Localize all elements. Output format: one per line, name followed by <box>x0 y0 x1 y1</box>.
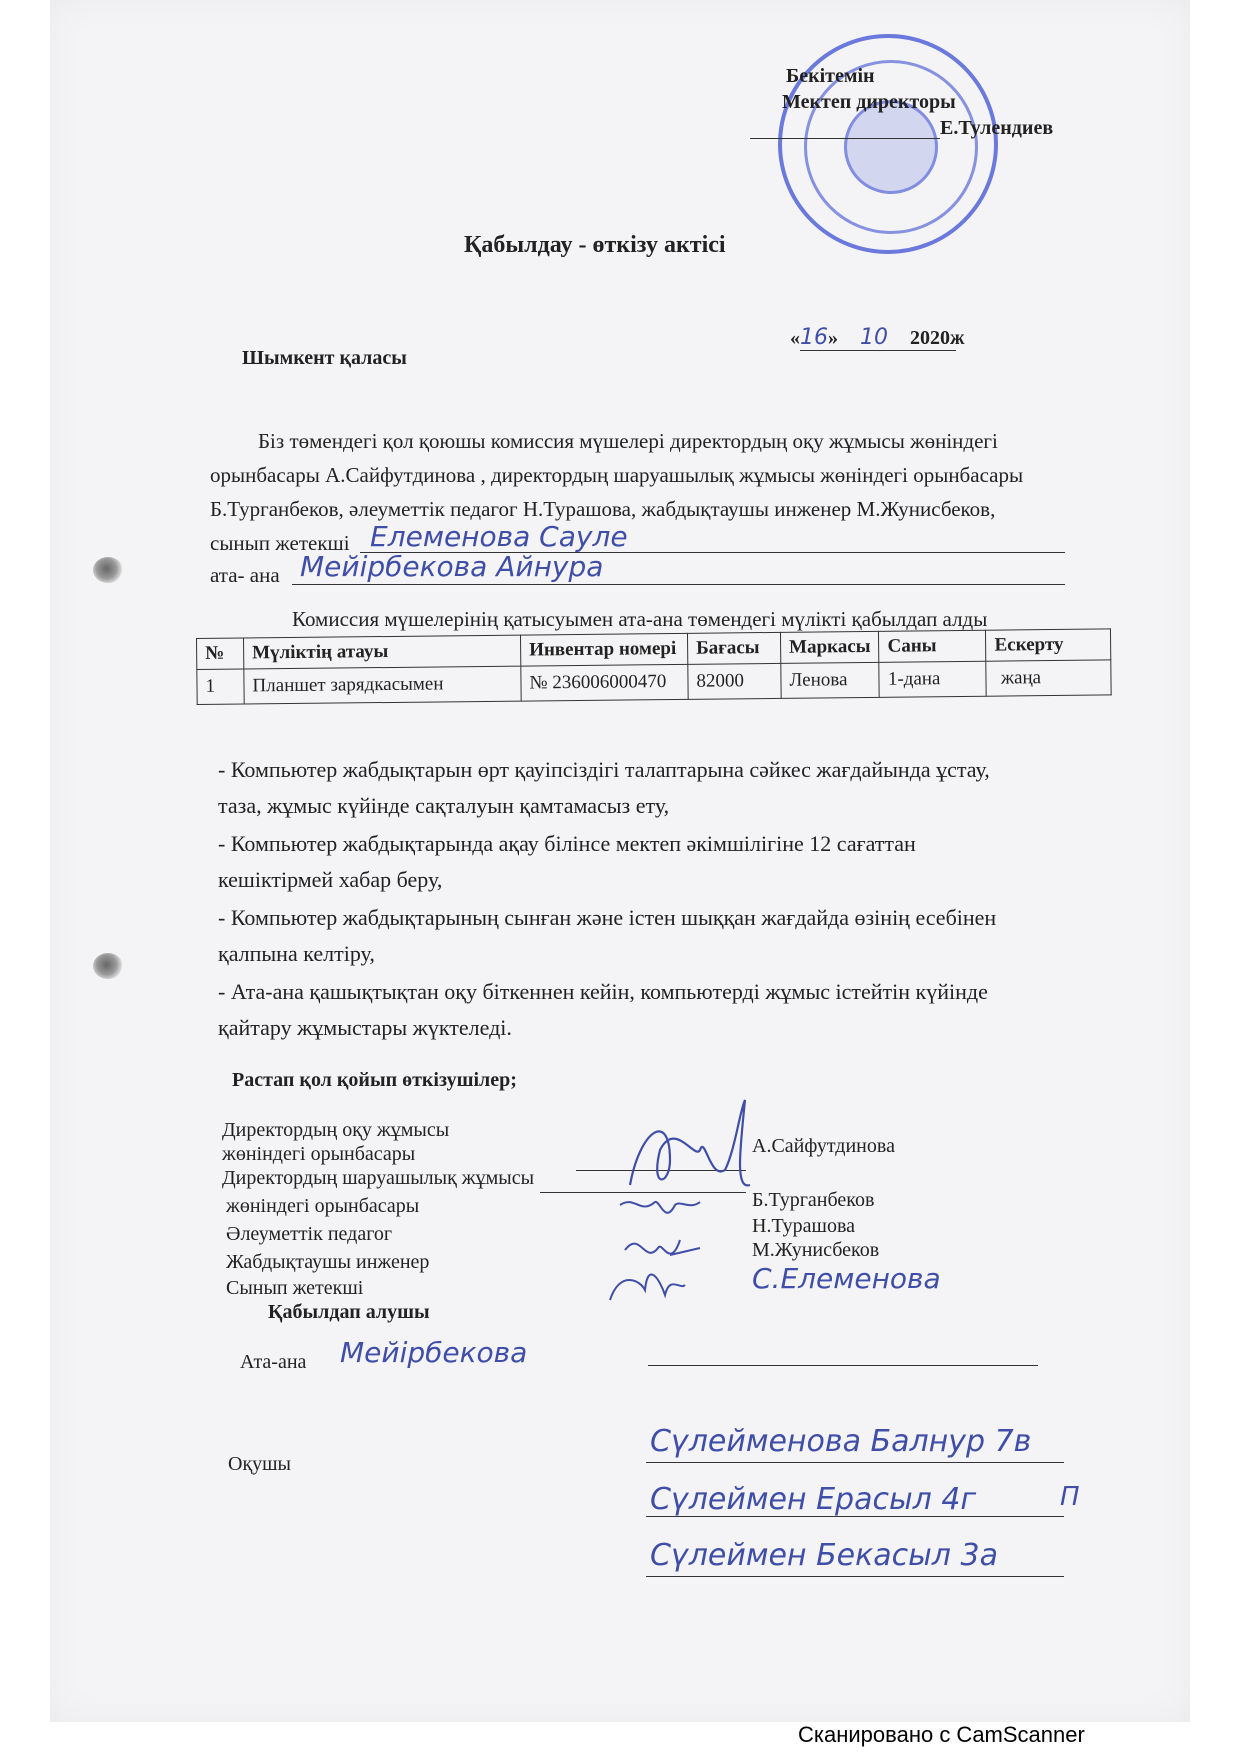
cell-number: 1 <box>197 669 244 704</box>
duty-line: таза, жұмыс күйінде сақталуын қамтамасыз ету, <box>218 793 670 818</box>
signer-name: Н.Турашова <box>752 1215 855 1237</box>
punch-hole <box>93 557 123 583</box>
parent-line <box>292 584 1065 585</box>
duty-line: - Ата-ана қашықтықтан оқу біткеннен кейін, компьютерді жұмыс істейтін күйінде <box>218 979 988 1004</box>
student-line <box>646 1576 1064 1577</box>
receiver-parent-line <box>648 1365 1038 1366</box>
approval-signature-line <box>750 138 940 139</box>
student-name: Сүлейменова Балнур 7в <box>650 1424 1032 1459</box>
date-underline <box>800 350 956 351</box>
col-inventory-number: Инвентар номері <box>520 633 687 666</box>
student-line <box>646 1516 1064 1517</box>
duty-line: - Компьютер жабдықтарында ақау білінсе мектеп әкімшілігіне 12 сағаттан <box>218 831 916 856</box>
signer-name: Б.Турганбеков <box>752 1189 875 1211</box>
cell-item-name: Планшет зарядкасымен <box>244 666 521 704</box>
date-month: 10 <box>860 325 888 350</box>
duty-line: - Компьютер жабдықтарын өрт қауіпсіздігі талаптарына сәйкес жағдайында ұстау, <box>218 757 990 782</box>
date: «16» 10 2020ж <box>790 325 965 350</box>
city: Шымкент қаласы <box>242 347 407 369</box>
receiver-heading: Қабылдап алушы <box>268 1301 430 1323</box>
duty-line: кешіктірмей хабар беру, <box>218 867 443 892</box>
signatures-scribble <box>600 1090 770 1320</box>
signer-role: Әлеуметтік педагог <box>226 1223 393 1245</box>
student-name: Сүлеймен Бекасыл 3а <box>650 1538 998 1573</box>
col-price: Бағасы <box>687 632 780 664</box>
signer-role: жөніндегі орынбасары <box>222 1143 416 1165</box>
signer-role: Директордың оқу жұмысы <box>222 1119 450 1141</box>
signer-role: жөніндегі орынбасары <box>226 1195 420 1217</box>
col-note: Ескерту <box>986 629 1111 661</box>
cell-note: жаңа <box>986 660 1111 696</box>
parent-handwritten: Мейірбекова Айнура <box>300 550 604 583</box>
intro-line-1: Біз төмендегі қол қоюшы комиссия мүшелері директордың оқу жұмысы жөніндегі <box>258 429 998 453</box>
intro-line-3: Б.Турганбеков, әлеуметтік педагог Н.Турашова, жабдықтаушы инженер М.Жунисбеков, <box>210 497 996 521</box>
signer-name: А.Сайфутдинова <box>752 1135 895 1157</box>
col-item-name: Мүліктің атауы <box>244 635 521 669</box>
col-brand: Маркасы <box>780 631 879 663</box>
intro-line-2: орынбасары А.Сайфутдинова , директордың шаруашылық жұмысы жөніндегі орынбасары <box>210 463 1024 487</box>
signer-role: Сынып жетекші <box>226 1277 364 1299</box>
cell-inventory-number: № 236006000470 <box>521 664 688 701</box>
intro-line-6: Комиссия мүшелерінің қатысуымен ата-ана төмендегі мүлікті қабылдап алды <box>292 607 988 631</box>
class-teacher-signature: С.Елеменова <box>752 1262 941 1295</box>
duty-line: қайтару жұмыстары жүктеледі. <box>218 1015 512 1040</box>
duty-line: қалпына келтіру, <box>218 941 375 966</box>
approval-line-2: Мектеп директоры <box>782 91 956 113</box>
parent-label: ата- ана <box>210 563 280 587</box>
signer-role: Директордың шаруашылық жұмысы <box>222 1167 535 1189</box>
class-teacher-label: сынып жетекші <box>210 531 350 555</box>
document-title: Қабылдау - өткізу актісі <box>464 232 726 258</box>
signers-heading: Растап қол қойып өткізушілер; <box>232 1069 517 1091</box>
margin-note: П <box>1060 1482 1080 1512</box>
student-name: Сүлеймен Ерасыл 4г <box>650 1482 977 1517</box>
punch-hole <box>93 953 123 979</box>
receiver-parent-signature: Мейірбекова <box>340 1336 528 1369</box>
cell-price: 82000 <box>688 663 781 699</box>
class-teacher-handwritten: Елеменова Сауле <box>370 520 628 553</box>
date-year: 2020ж <box>910 327 965 349</box>
inventory-table <box>196 628 1112 705</box>
col-quantity: Саны <box>879 630 986 662</box>
date-day: 16 <box>800 325 828 350</box>
approval-line-3: Е.Тулендиев <box>940 117 1054 139</box>
cell-quantity: 1-дана <box>879 661 986 697</box>
student-label: Оқушы <box>228 1453 291 1475</box>
signer-name: М.Жунисбеков <box>752 1239 880 1261</box>
receiver-parent-label: Ата-ана <box>240 1351 307 1373</box>
approval-line-1: Бекітемін <box>786 65 875 87</box>
signer-role: Жабдықтаушы инженер <box>226 1251 430 1273</box>
scanner-watermark: Сканировано с CamScanner <box>798 1722 1085 1747</box>
student-line <box>646 1462 1064 1463</box>
col-number: № <box>197 638 244 669</box>
duty-line: - Компьютер жабдықтарының сынған және істен шыққан жағдайда өзінің есебінен <box>218 905 997 930</box>
cell-brand: Ленова <box>781 662 880 698</box>
